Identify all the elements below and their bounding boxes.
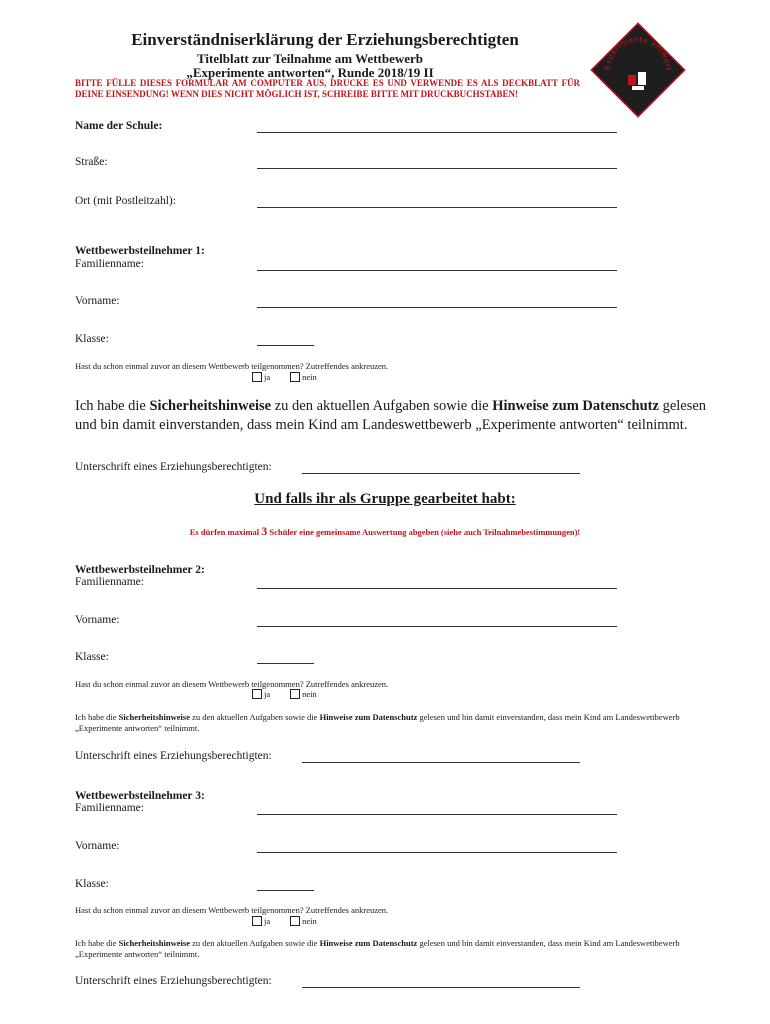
participant-2-class-field[interactable] bbox=[257, 663, 314, 664]
participant-1-firstname-field[interactable] bbox=[257, 307, 617, 308]
participant-1-lastname-label: Familienname: bbox=[75, 258, 144, 270]
participant-3-firstname-field[interactable] bbox=[257, 852, 617, 853]
experimente-antworten-logo bbox=[588, 20, 688, 120]
form-instructions: BITTE FÜLLE DIESES FORMULAR AM COMPUTER AUS, DRUCKE ES UND VERWENDE ES ALS DECKBLATT FÜR DEINE EINSENDUNG! WENN DIES NICHT MÖGLICH IST, SCHREIBE BITTE MIT DRUCKBUCHSTABEN! bbox=[75, 78, 580, 99]
no-label: nein bbox=[302, 372, 317, 382]
participant-3-class-field[interactable] bbox=[257, 890, 314, 891]
participant-2-signature-field[interactable] bbox=[302, 762, 580, 763]
participant-3-lastname-field[interactable] bbox=[257, 814, 617, 815]
participant-1-class-field[interactable] bbox=[257, 345, 314, 346]
participant-1-firstname-label: Vorname: bbox=[75, 295, 120, 307]
consent-statement: Ich habe die Sicherheitshinweise zu den aktuellen Aufgaben sowie die Hinweise zum Datenschutz gelesen und bin damit einverstanden, dass mein Kind am Landeswettbewerb „Experimente antworten“ teilnimmt. bbox=[75, 398, 707, 433]
participant-1-yes-checkbox[interactable] bbox=[252, 372, 262, 382]
participant-3-signature-label: Unterschrift eines Erziehungsberechtigten: bbox=[75, 975, 272, 987]
yes-label: ja bbox=[264, 372, 271, 382]
participant-2-prior-question: Hast du schon einmal zuvor an diesem Wettbewerb teilgenommen? Zutreffendes ankreuzen. bbox=[75, 679, 389, 689]
group-heading: Und falls ihr als Gruppe gearbeitet habt: bbox=[254, 491, 516, 507]
signature-field[interactable] bbox=[302, 473, 580, 474]
form-round: „Experimente antworten“, Runde 2018/19 II bbox=[186, 65, 434, 80]
form-title: Einverständniserklärung der Erziehungsberechtigten bbox=[131, 30, 519, 49]
school-name-label: Name der Schule: bbox=[75, 120, 163, 132]
participant-3-heading: Wettbewerbsteilnehmer 3: bbox=[75, 790, 205, 802]
participant-2-heading: Wettbewerbsteilnehmer 2: bbox=[75, 564, 205, 576]
participant-2-lastname-label: Familienname: bbox=[75, 576, 144, 588]
participant-2-firstname-field[interactable] bbox=[257, 626, 617, 627]
participant-1-prior-question: Hast du schon einmal zuvor an diesem Wettbewerb teilgenommen? Zutreffendes ankreuzen. bbox=[75, 361, 389, 371]
participant-3-yes-checkbox[interactable] bbox=[252, 916, 262, 926]
participant-3-firstname-label: Vorname: bbox=[75, 840, 120, 852]
participant-2-consent: Ich habe die Sicherheitshinweise zu den aktuellen Aufgaben sowie die Hinweise zum Datenschutz gelesen und bin damit einverstanden, dass mein Kind am Landeswettbewerb „Experimente antworten“ teilnimmt. bbox=[75, 712, 680, 733]
street-label: Straße: bbox=[75, 156, 108, 168]
max-count: 3 bbox=[261, 524, 268, 538]
yes-label: ja bbox=[264, 916, 271, 926]
street-field[interactable] bbox=[257, 168, 617, 169]
participant-1-heading: Wettbewerbsteilnehmer 1: bbox=[75, 245, 205, 257]
school-name-field[interactable] bbox=[257, 132, 617, 133]
participant-2-class-label: Klasse: bbox=[75, 651, 109, 663]
participant-2-lastname-field[interactable] bbox=[257, 588, 617, 589]
participant-2-prior-options bbox=[252, 689, 337, 699]
city-label: Ort (mit Postleitzahl): bbox=[75, 195, 176, 207]
participant-3-signature-field[interactable] bbox=[302, 987, 580, 988]
participant-1-prior-options bbox=[252, 372, 337, 382]
participant-3-prior-question: Hast du schon einmal zuvor an diesem Wettbewerb teilgenommen? Zutreffendes ankreuzen. bbox=[75, 905, 389, 915]
participant-2-yes-checkbox[interactable] bbox=[252, 689, 262, 699]
participant-3-class-label: Klasse: bbox=[75, 878, 109, 890]
participant-1-class-label: Klasse: bbox=[75, 333, 109, 345]
privacy-notes-bold: Hinweise zum Datenschutz bbox=[492, 398, 659, 414]
form-subtitle: Titelblatt zur Teilnahme am Wettbewerb bbox=[196, 51, 424, 66]
participant-2-no-checkbox[interactable] bbox=[290, 689, 300, 699]
signature-label: Unterschrift eines Erziehungsberechtigten: bbox=[75, 461, 272, 473]
participant-1-no-checkbox[interactable] bbox=[290, 372, 300, 382]
participant-3-no-checkbox[interactable] bbox=[290, 916, 300, 926]
logo-text: Experimente antwort bbox=[602, 34, 674, 72]
city-field[interactable] bbox=[257, 207, 617, 208]
yes-label: ja bbox=[264, 689, 271, 699]
participant-3-prior-options bbox=[252, 916, 337, 926]
participant-2-firstname-label: Vorname: bbox=[75, 614, 120, 626]
group-note: Es dürfen maximal 3 Schüler eine gemeinsame Auswertung abgeben (siehe auch Teilnahmebestimmungen)! bbox=[189, 524, 581, 538]
participant-2-signature-label: Unterschrift eines Erziehungsberechtigten: bbox=[75, 750, 272, 762]
safety-notes-bold: Sicherheitshinweise bbox=[149, 398, 272, 414]
participant-3-lastname-label: Familienname: bbox=[75, 802, 144, 814]
no-label: nein bbox=[302, 689, 317, 699]
participant-3-consent: Ich habe die Sicherheitshinweise zu den aktuellen Aufgaben sowie die Hinweise zum Datenschutz gelesen und bin damit einverstanden, dass mein Kind am Landeswettbewerb „Experimente antworten“ teilnimmt. bbox=[75, 938, 680, 959]
no-label: nein bbox=[302, 916, 317, 926]
participant-1-lastname-field[interactable] bbox=[257, 270, 617, 271]
